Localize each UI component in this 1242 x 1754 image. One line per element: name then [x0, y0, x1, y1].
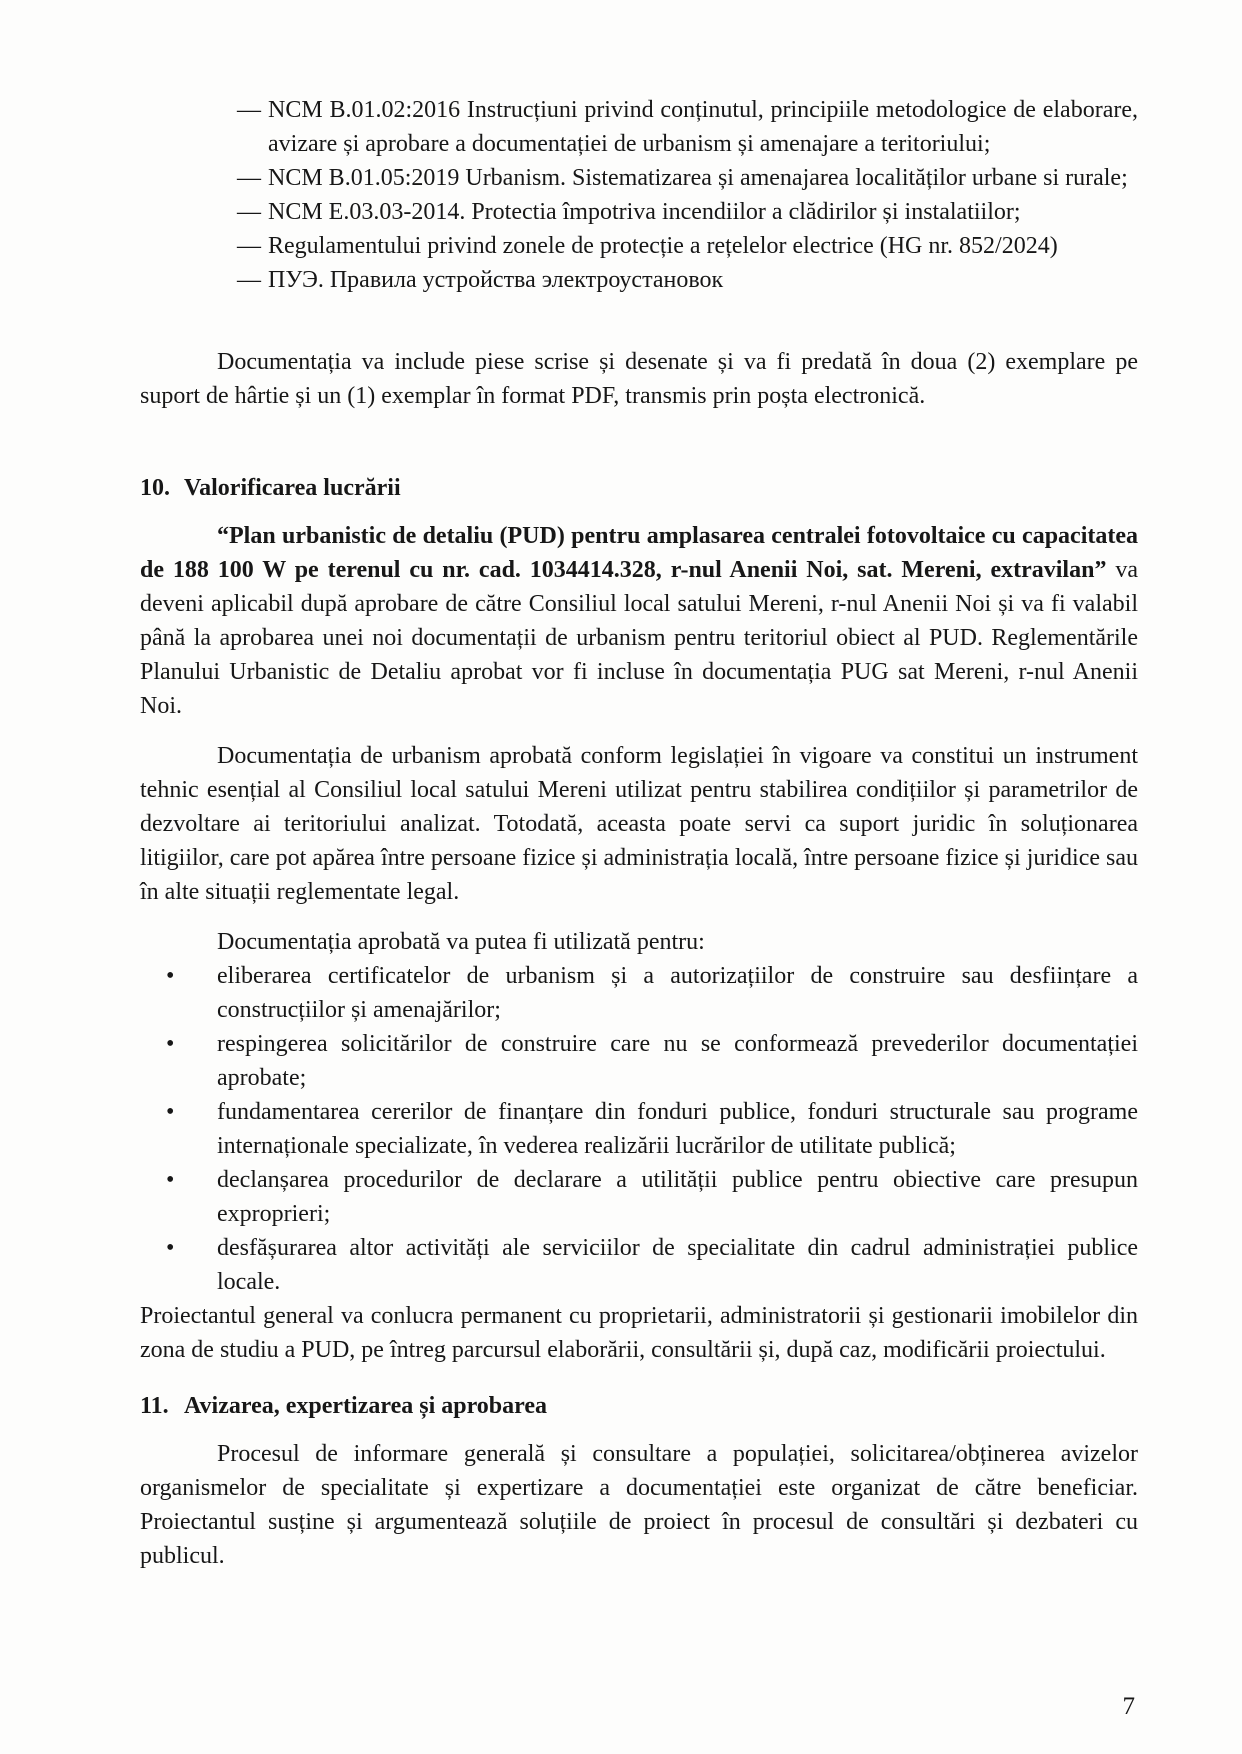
- section-11-title: Avizarea, expertizarea și aprobarea: [184, 1393, 548, 1419]
- bullet-marker: •: [166, 963, 175, 989]
- plan-paragraph: [140, 519, 1138, 723]
- usage-item: [140, 959, 1138, 1027]
- section-10-number: 10.: [140, 475, 170, 501]
- reference-item-text: NCM E.03.03-2014. Protectia împotriva incendiilor a clădirilor și instalatiilor;: [268, 199, 1021, 225]
- bullet-marker: •: [166, 1167, 175, 1193]
- usage-item: [140, 1163, 1138, 1231]
- reference-item-text: ПУЭ. Правила устройства электроустановок: [268, 267, 724, 293]
- closing-paragraph: Proiectantul general va conlucra permanent cu proprietarii, administratorii și gestionarii imobilelor din zona de studiu a PUD, pe întreg parcursul elaborării, consultării și, după caz, modificării proiectului.: [140, 1303, 1138, 1363]
- dash-marker: —: [237, 233, 261, 259]
- bullet-marker: •: [166, 1031, 175, 1057]
- reference-item-text: NCM B.01.02:2016 Instrucțiuni privind conținutul, principiile metodologice de elaborare, avizare și aprobare a documentației de urbanism și amenajare a teritoriului;: [268, 97, 1138, 157]
- reference-item: [140, 229, 1138, 263]
- intro-paragraph: Documentația va include piese scrise și desenate și va fi predată în doua (2) exemplare pe suport de hârtie și un (1) exemplar în format PDF, transmis prin poșta electronică.: [140, 349, 1138, 409]
- page-number: 7: [1122, 1693, 1135, 1720]
- dash-marker: —: [237, 267, 261, 293]
- usage-item: [140, 1231, 1138, 1299]
- reference-item: [140, 195, 1138, 229]
- usage-item-text: desfășurarea altor activități ale serviciilor de specialitate din cadrul administrației publice locale.: [217, 1235, 1138, 1295]
- usage-item-text: eliberarea certificatelor de urbanism și a autorizațiilor de construire sau desființare a construcțiilor și amenajărilor;: [217, 963, 1138, 1023]
- reference-list: [140, 93, 1138, 297]
- usage-item-text: respingerea solicitărilor de construire care nu se conformează prevederilor documentației aprobate;: [217, 1031, 1138, 1091]
- reference-item-text: Regulamentului privind zonele de protecție a rețelelor electrice (HG nr. 852/2024): [268, 233, 1058, 259]
- section-11-number: 11.: [140, 1393, 169, 1419]
- dash-marker: —: [237, 165, 261, 191]
- usage-list: [140, 959, 1138, 1299]
- section-11-heading: [140, 1389, 1138, 1423]
- bullet-marker: •: [166, 1235, 175, 1261]
- usage-item: [140, 1027, 1138, 1095]
- legal-paragraph: Documentația de urbanism aprobată conform legislației în vigoare va constitui un instrument tehnic esențial al Consiliul local satului Mereni utilizat pentru stabilirea condițiilor și parametrilor de dezvoltare ai teritoriului analizat. Totodată, aceasta poate servi ca suport juridic în soluționarea litigiilor, care pot apărea între persoane fizice și administrația locală, între persoane fizice și juridice sau în alte situații reglementate legal.: [140, 743, 1138, 905]
- reference-item-text: NCM B.01.05:2019 Urbanism. Sistematizarea și amenajarea localităților urbane si rurale;: [268, 165, 1128, 191]
- section-10-heading: [140, 471, 1138, 505]
- dash-marker: —: [237, 97, 261, 123]
- reference-item: [140, 161, 1138, 195]
- dash-marker: —: [237, 199, 261, 225]
- usage-intro: Documentația aprobată va putea fi utilizată pentru:: [217, 929, 705, 955]
- reference-item: [140, 93, 1138, 161]
- usage-item-text: fundamentarea cererilor de finanțare din fonduri publice, fonduri structurale sau programe internaționale specializate, în vederea realizării lucrărilor de utilitate publică;: [217, 1099, 1138, 1159]
- usage-item: [140, 1095, 1138, 1163]
- usage-item-text: declanșarea procedurilor de declarare a utilității publice pentru obiective care presupun exproprieri;: [217, 1167, 1138, 1227]
- reference-item: [140, 263, 1138, 297]
- plan-paragraph-bold: “Plan urbanistic de detaliu (PUD) pentru amplasarea centralei fotovoltaice cu capacitatea de 188 100 W pe terenul cu nr. cad. 1034414.328, r-nul Anenii Noi, sat. Mereni, extravilan”: [140, 523, 1138, 583]
- section-10-title: Valorificarea lucrării: [184, 475, 401, 501]
- bullet-marker: •: [166, 1099, 175, 1125]
- section-11-paragraph: Procesul de informare generală și consultare a populației, solicitarea/obținerea avizelor organismelor de specialitate și expertizare a documentației este organizat de către beneficiar. Proiectantul susține și argumentează soluțiile de proiect în procesul de consultări și dezbateri cu publicul.: [140, 1441, 1138, 1569]
- plan-paragraph-rest: va deveni aplicabil după aprobare de către Consiliul local satului Mereni, r-nul Anenii Noi și va fi valabil până la aprobarea unei noi documentații de urbanism pentru teritoriul obiect al PUD. Reglementările Planului Urbanistic de Detaliu aprobat vor fi incluse în documentația PUG sat Mereni, r-nul Anenii Noi.: [140, 557, 1138, 719]
